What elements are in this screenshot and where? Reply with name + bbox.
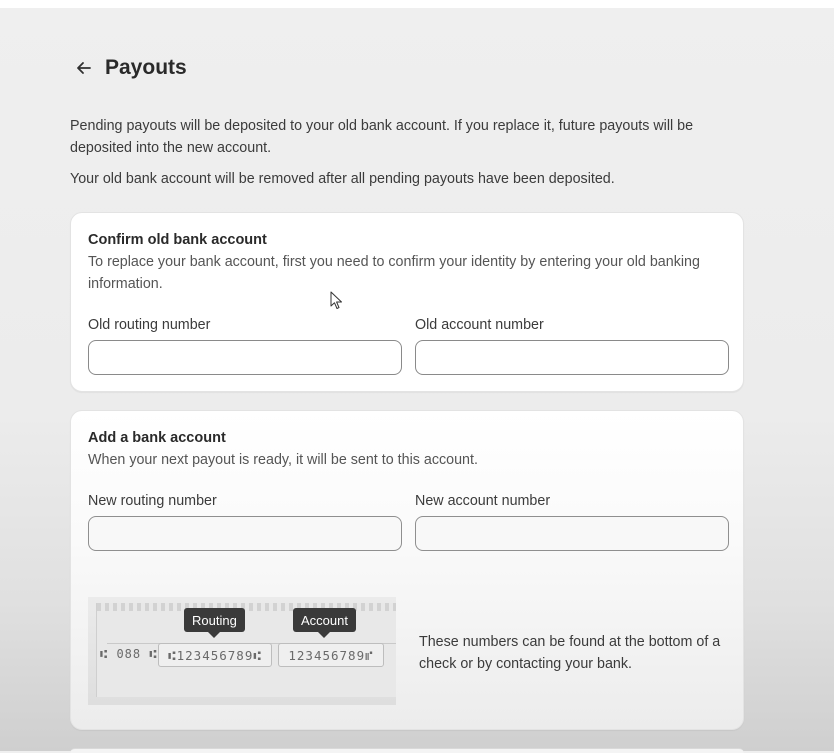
card-description: When your next payout is ready, it will be sent to this account. [88,452,478,468]
micr-prefix-number: 088 [116,647,142,661]
micr-symbol: ⑈ [365,647,374,663]
routing-tooltip: Routing [184,608,245,632]
check-illustration [88,597,396,705]
intro-text-pending: Pending payouts will be deposited to your old bank account. If you replace it, future payouts will be deposited into the new account. [70,118,694,156]
micr-account-box [278,643,384,667]
new-account-input[interactable] [415,516,729,551]
micr-symbol: ⑆ [141,647,158,661]
card-description: To replace your bank account, first you need to confirm your identity by entering your old banking information. [88,254,700,292]
intro-text-removal: Your old bank account will be removed after all pending payouts have been deposited. [70,171,615,187]
old-routing-input[interactable] [88,340,402,375]
micr-prefix [100,647,158,661]
new-routing-input[interactable] [88,516,402,551]
micr-account-number: 123456789 [288,647,366,663]
page-header [70,54,187,82]
old-account-input[interactable] [415,340,729,375]
top-bar [0,0,834,8]
micr-routing-number: 123456789 [176,647,254,663]
card-title: Add a bank account [88,430,226,446]
micr-symbol: ⑆ [253,647,262,663]
check-help-text: These numbers can be found at the bottom of a check or by contacting your bank. [419,634,721,672]
old-account-label: Old account number [415,317,544,333]
new-routing-label: New routing number [88,493,217,509]
add-bank-account-card [70,410,744,730]
new-account-label: New account number [415,493,551,509]
card-title: Confirm old bank account [88,232,267,248]
back-button[interactable] [70,54,98,82]
micr-symbol: ⑆ [100,647,117,661]
micr-routing-box [158,643,272,667]
confirm-old-bank-card [70,212,744,392]
page-title: Payouts [105,56,187,79]
arrow-left-icon [75,59,93,77]
account-tooltip: Account [293,608,356,632]
old-routing-label: Old routing number [88,317,211,333]
mouse-pointer-icon [330,291,344,311]
micr-symbol: ⑆ [168,647,177,663]
